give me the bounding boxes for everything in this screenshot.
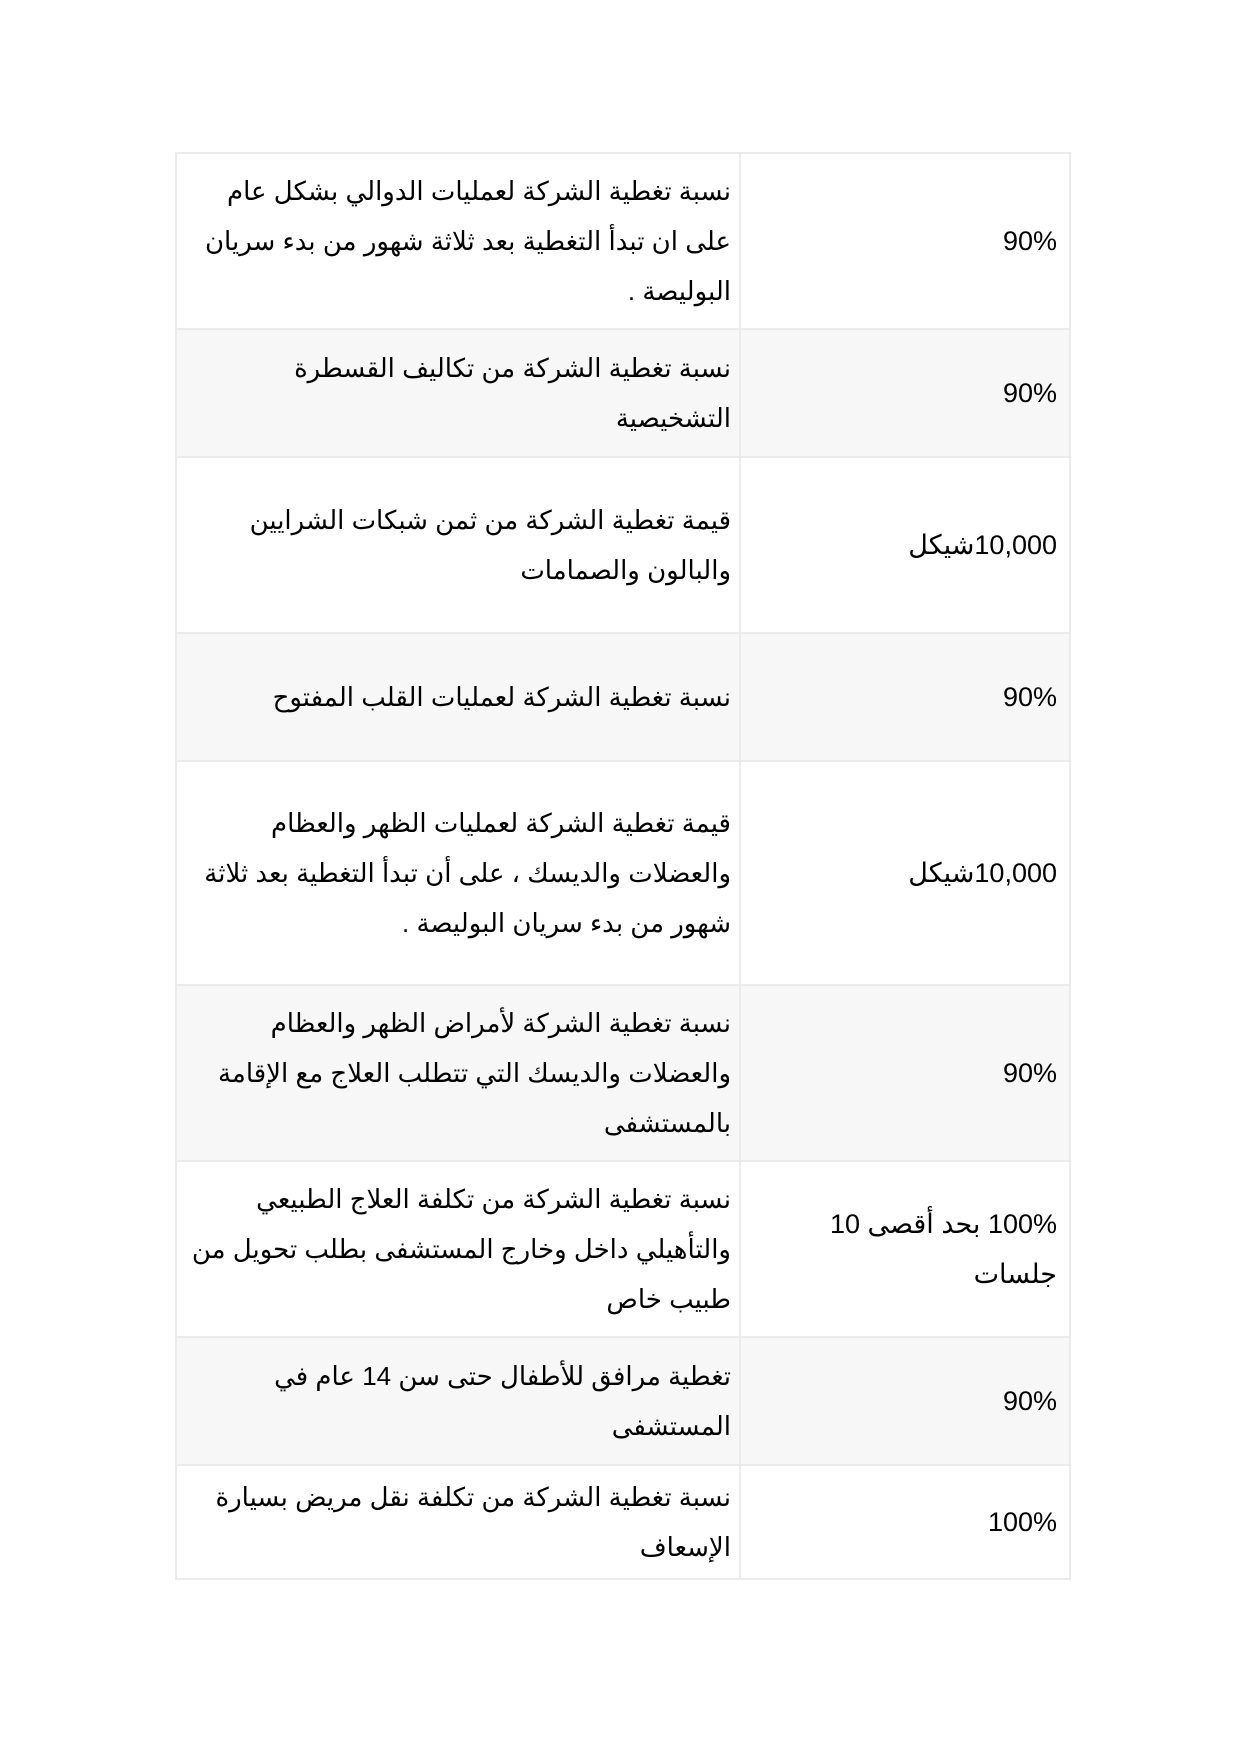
- table-row: [177, 330, 1069, 456]
- table-row: [177, 458, 1069, 632]
- coverage-description: تغطية مرافق للأطفال حتى سن 14 عام في المستشفى: [177, 1338, 739, 1464]
- coverage-description: قيمة تغطية الشركة من ثمن شبكات الشرايين والبالون والصمامات: [177, 458, 739, 632]
- table-row: [177, 1466, 1069, 1578]
- table-row: [177, 1162, 1069, 1336]
- coverage-description: نسبة تغطية الشركة لأمراض الظهر والعظام والعضلات والديسك التي تتطلب العلاج مع الإقامة بالمستشفى: [177, 986, 739, 1160]
- coverage-value: 90%: [741, 154, 1069, 328]
- table-row: [177, 986, 1069, 1160]
- coverage-description: نسبة تغطية الشركة من تكاليف القسطرة التشخيصية: [177, 330, 739, 456]
- coverage-table: [175, 152, 1071, 1580]
- coverage-value: 90%: [741, 330, 1069, 456]
- coverage-value: 10,000شيكل: [741, 458, 1069, 632]
- coverage-description: قيمة تغطية الشركة لعمليات الظهر والعظام والعضلات والديسك ، على أن تبدأ التغطية بعد ثلاثة شهور من بدء سريان البوليصة .: [177, 762, 739, 984]
- coverage-description: نسبة تغطية الشركة من تكلفة نقل مريض بسيارة الإسعاف: [177, 1466, 739, 1578]
- coverage-description: نسبة تغطية الشركة لعمليات الدوالي بشكل عام على ان تبدأ التغطية بعد ثلاثة شهور من بدء سريان البوليصة .: [177, 154, 739, 328]
- coverage-value: 90%: [741, 1338, 1069, 1464]
- coverage-value: 100%: [741, 1466, 1069, 1578]
- coverage-description: نسبة تغطية الشركة لعمليات القلب المفتوح: [177, 634, 739, 760]
- coverage-value: 10,000شيكل: [741, 762, 1069, 984]
- table-row: [177, 634, 1069, 760]
- table-row: [177, 762, 1069, 984]
- coverage-value: 90%: [741, 634, 1069, 760]
- table-row: [177, 1338, 1069, 1464]
- coverage-value: 100% بحد أقصى 10 جلسات: [741, 1162, 1069, 1336]
- coverage-value: 90%: [741, 986, 1069, 1160]
- coverage-description: نسبة تغطية الشركة من تكلفة العلاج الطبيعي والتأهيلي داخل وخارج المستشفى بطلب تحويل من طبيب خاص: [177, 1162, 739, 1336]
- table-row: [177, 154, 1069, 328]
